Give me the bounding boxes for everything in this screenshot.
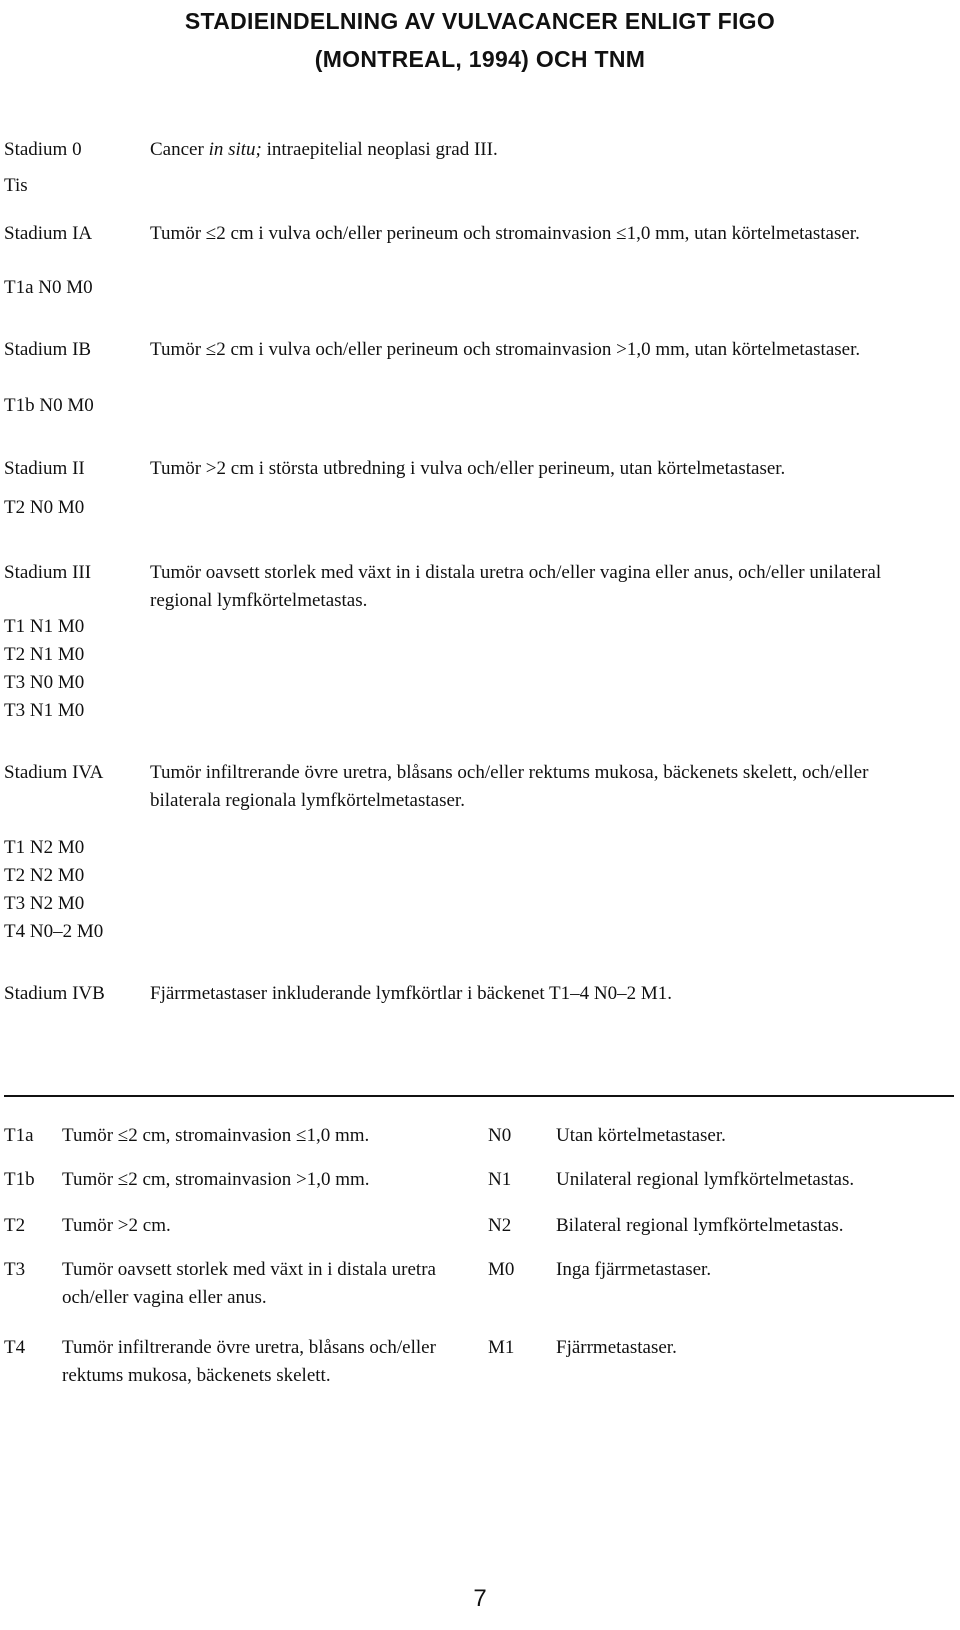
- page-number: 7: [473, 1585, 487, 1612]
- tnm-line: T1a N0 M0: [4, 277, 93, 298]
- title-line-1: STADIEINDELNING AV VULVACANCER ENLIGT FIGO: [184, 8, 776, 34]
- t-def-t2: Tumör >2 cm.: [62, 1215, 171, 1236]
- stage-desc-ia: Tumör ≤2 cm i vulva och/eller perineum och stromainvasion ≤1,0 mm, utan körtelmetastaser.: [150, 223, 860, 244]
- t-def-t1a: Tumör ≤2 cm, stromainvasion ≤1,0 mm.: [62, 1125, 370, 1146]
- stage-tnm-iii: [4, 613, 204, 725]
- t-code-t4: T4: [4, 1337, 26, 1358]
- stage-desc-0: Cancer in situ; intraepitelial neoplasi grad III.: [150, 139, 498, 160]
- t-def-t1b: Tumör ≤2 cm, stromainvasion >1,0 mm.: [62, 1169, 370, 1190]
- stage-label-ivb: Stadium IVB: [4, 983, 105, 1004]
- stage-label-iva: Stadium IVA: [4, 762, 104, 783]
- tnm-line: T3 N0 M0: [4, 672, 85, 693]
- m-code-m1: M1: [488, 1337, 515, 1358]
- tnm-line: T2 N2 M0: [4, 865, 85, 886]
- tnm-line: T2 N0 M0: [4, 497, 85, 518]
- t-code-t3: T3: [4, 1259, 26, 1280]
- stage-tnm-ia: [4, 274, 204, 302]
- m-code-m0: M0: [488, 1259, 515, 1280]
- stage-desc-iii: Tumör oavsett storlek med växt in i distala uretra och/eller vagina eller anus, och/eller unilateral regional lymfkörtelmetastas.: [150, 562, 882, 611]
- n-def-n1: Unilateral regional lymfkörtelmetastas.: [556, 1169, 855, 1190]
- section-divider: [4, 1095, 954, 1097]
- stage-tnm-ii: [4, 494, 204, 522]
- stage-label-iii: Stadium III: [4, 562, 92, 583]
- t-code-t1b: T1b: [4, 1169, 35, 1190]
- stage-tnm-ib: [4, 392, 204, 420]
- stage-desc-iva: Tumör infiltrerande övre uretra, blåsans och/eller rektums mukosa, bäckenets skelett, och/eller bilaterala regionala lymfkörtelmetastaser.: [150, 762, 869, 811]
- n-def-n0: Utan körtelmetastaser.: [556, 1125, 726, 1146]
- stage-desc-ii: Tumör >2 cm i största utbredning i vulva och/eller perineum, utan körtelmetastaser.: [150, 458, 786, 479]
- n-code-n2: N2: [488, 1215, 512, 1236]
- t-code-t1a: T1a: [4, 1125, 34, 1146]
- tnm-line: Tis: [4, 175, 28, 196]
- tnm-line: T1b N0 M0: [4, 395, 94, 416]
- stage-label-ii: Stadium II: [4, 458, 85, 479]
- tnm-line: T1 N2 M0: [4, 837, 85, 858]
- title-line-2: (MONTREAL, 1994) OCH TNM: [314, 46, 646, 72]
- m-def-m1: Fjärrmetastaser.: [556, 1337, 677, 1358]
- n-code-n0: N0: [488, 1125, 512, 1146]
- t-def-t4: Tumör infiltrerande övre uretra, blåsans och/eller rektums mukosa, bäckenets skelett.: [62, 1337, 436, 1386]
- stage-label-ib: Stadium IB: [4, 339, 92, 360]
- stage-desc-ivb: Fjärrmetastaser inkluderande lymfkörtlar i bäckenet T1–4 N0–2 M1.: [150, 983, 672, 1004]
- document-title: [0, 2, 960, 78]
- n-code-n1: N1: [488, 1169, 512, 1190]
- stage-tnm-iva: [4, 834, 204, 946]
- tnm-line: T2 N1 M0: [4, 644, 85, 665]
- tnm-line: T3 N1 M0: [4, 700, 85, 721]
- tnm-line: T3 N2 M0: [4, 893, 85, 914]
- tnm-line: T1 N1 M0: [4, 616, 85, 637]
- stage-label-ia: Stadium IA: [4, 223, 93, 244]
- stage-label-0: Stadium 0: [4, 139, 82, 160]
- n-def-n2: Bilateral regional lymfkörtelmetastas.: [556, 1215, 844, 1236]
- t-code-t2: T2: [4, 1215, 26, 1236]
- m-def-m0: Inga fjärrmetastaser.: [556, 1259, 712, 1280]
- tnm-line: T4 N0–2 M0: [4, 921, 104, 942]
- stage-desc-ib: Tumör ≤2 cm i vulva och/eller perineum och stromainvasion >1,0 mm, utan körtelmetastaser.: [150, 339, 861, 360]
- t-def-t3: Tumör oavsett storlek med växt in i distala uretra och/eller vagina eller anus.: [62, 1259, 436, 1308]
- stage-tnm-0: [4, 172, 204, 200]
